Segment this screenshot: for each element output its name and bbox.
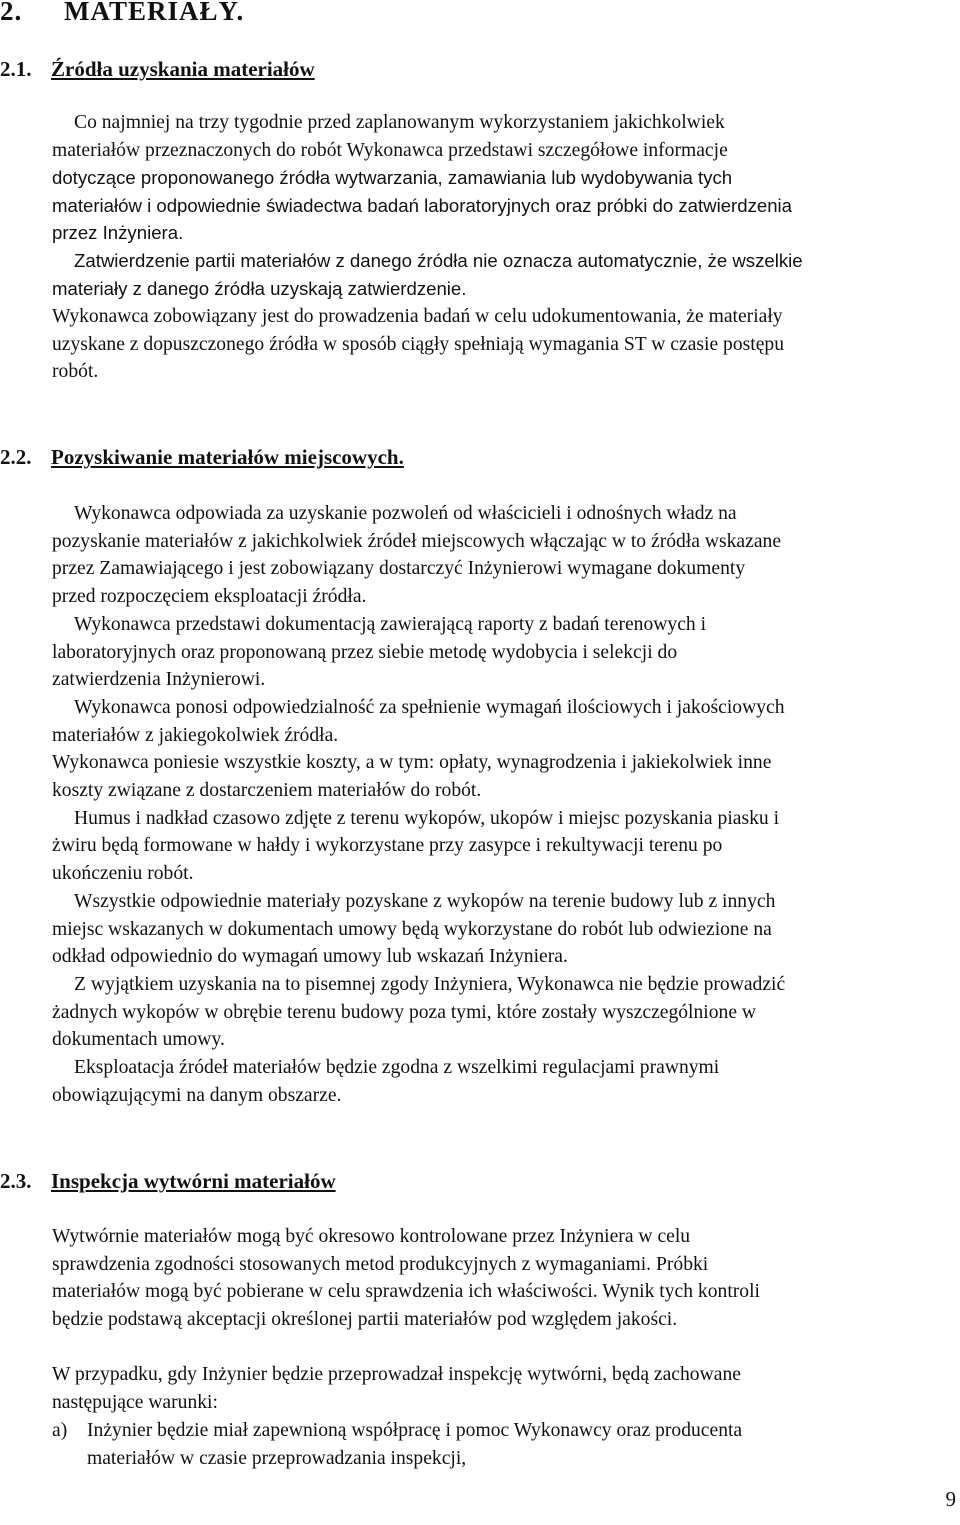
section-2-1-body-end (52, 303, 960, 386)
conditions-list (52, 1417, 952, 1472)
section-title: Inspekcja wytwórni materiałów (51, 1169, 336, 1193)
section-2-1-body-sans (52, 164, 960, 303)
paragraph: Z wyjątkiem uzyskania na to pisemnej zgody Inżyniera, Wykonawca nie będzie prowadzić żadnych wykopów w obrębie terenu budowy poza tymi, które zostały wyszczególnione w dokumentach umowy. (52, 973, 786, 1051)
chapter-title: MATERIAŁY. (64, 0, 245, 26)
paragraph: Humus i nadkład czasowo zdjęte z terenu wykopów, ukopów i miejsc pozyskania piasku i żwiru będą formowane w hałdy i wykorzystane przy zasypce i rekultywacji terenu po ukończeniu robót. (52, 807, 780, 885)
section-heading-2-1 (0, 55, 315, 83)
section-title: Pozyskiwanie materiałów miejscowych. (51, 445, 404, 469)
paragraph: Wytwórnie materiałów mogą być okresowo kontrolowane przez Inżyniera w celu sprawdzenia zgodności stosowanych metod produkcyjnych z wymaganiami. Próbki materiałów mogą być pobierane w celu sprawdzenia ich właściwości. Wynik tych kontroli będzie podstawą akceptacji określonej partii materiałów pod względem jakości. (52, 1226, 760, 1331)
paragraph: Wykonawca ponosi odpowiedzialność za spełnienie wymagań ilościowych i jakościowych materiałów z jakiegokolwiek źródła. (52, 696, 785, 746)
section-2-3-conditions (52, 1361, 960, 1416)
paragraph: Co najmniej na trzy tygodnie przed zaplanowanym wykorzystaniem jakichkolwiek materiałów przeznaczonych do robót Wykonawca przedstawi szczegółowe informacje (52, 112, 728, 161)
section-2-1-body (52, 109, 960, 164)
chapter-number: 2. (0, 0, 23, 26)
section-number: 2.2. (0, 445, 32, 469)
paragraph: Wykonawca zobowiązany jest do prowadzenia badań w celu udokumentowania, że materiały uzyskane z dopuszczonego źródła w sposób ciągły spełniają wymagania ST w czasie postępu robót. (52, 306, 785, 383)
list-item-text: Inżynier będzie miał zapewnioną współpracę i pomoc Wykonawcy oraz producenta materiałów w czasie przeprowadzania inspekcji, (87, 1420, 743, 1469)
section-2-2-body (52, 500, 960, 1109)
page-number: 9 (945, 1487, 956, 1511)
paragraph: Eksploatacja źródeł materiałów będzie zgodna z wszelkimi regulacjami prawnymi obowiązującymi na danym obszarze. (52, 1057, 720, 1106)
section-2-3-body (52, 1223, 960, 1334)
paragraph: Zatwierdzenie partii materiałów z danego źródła nie oznacza automatycznie, że wszelkie materiały z danego źródła uzyskają zatwierdzenie. (52, 250, 803, 299)
paragraph: Wykonawca poniesie wszystkie koszty, a w tym: opłaty, wynagrodzenia i jakiekolwiek inne koszty związane z dostarczeniem materiałów do robót. (52, 752, 772, 802)
paragraph: Wykonawca odpowiada za uzyskanie pozwoleń od właścicieli i odnośnych władz na pozyskanie materiałów z jakichkolwiek źródeł miejscowych włączając w to źródła wskazane przez Zamawiającego i jest zobowiązany dostarczyć Inżynierowi wymagane dokumenty przed rozpoczęciem eksploatacji źródła. (52, 503, 782, 608)
section-number: 2.3. (0, 1169, 32, 1193)
list-marker: a) (52, 1420, 68, 1441)
section-heading-2-2 (0, 443, 404, 471)
chapter-heading (0, 0, 244, 28)
paragraph: W przypadku, gdy Inżynier będzie przeprowadzał inspekcję wytwórni, będą zachowane następujące warunki: (52, 1364, 741, 1413)
section-heading-2-3 (0, 1167, 336, 1195)
section-number: 2.1. (0, 57, 32, 81)
list-item (52, 1417, 952, 1472)
paragraph: dotyczące proponowanego źródła wytwarzania, zamawiania lub wydobywania tych materiałów i odpowiednie świadectwa badań laboratoryjnych oraz próbki do zatwierdzenia przez Inżyniera. (52, 167, 793, 244)
paragraph: Wszystkie odpowiednie materiały pozyskane z wykopów na terenie budowy lub z innych miejsc wskazanych w dokumentach umowy będą wykorzystane do robót lub odwiezione na odkład odpowiednio do wymagań umowy lub wskazań Inżyniera. (52, 890, 776, 968)
section-title: Źródła uzyskania materiałów (51, 57, 315, 81)
paragraph: Wykonawca przedstawi dokumentacją zawierającą raporty z badań terenowych i laboratoryjnych oraz proponowaną przez siebie metodę wydobycia i selekcji do zatwierdzenia Inżynierowi. (52, 613, 707, 691)
